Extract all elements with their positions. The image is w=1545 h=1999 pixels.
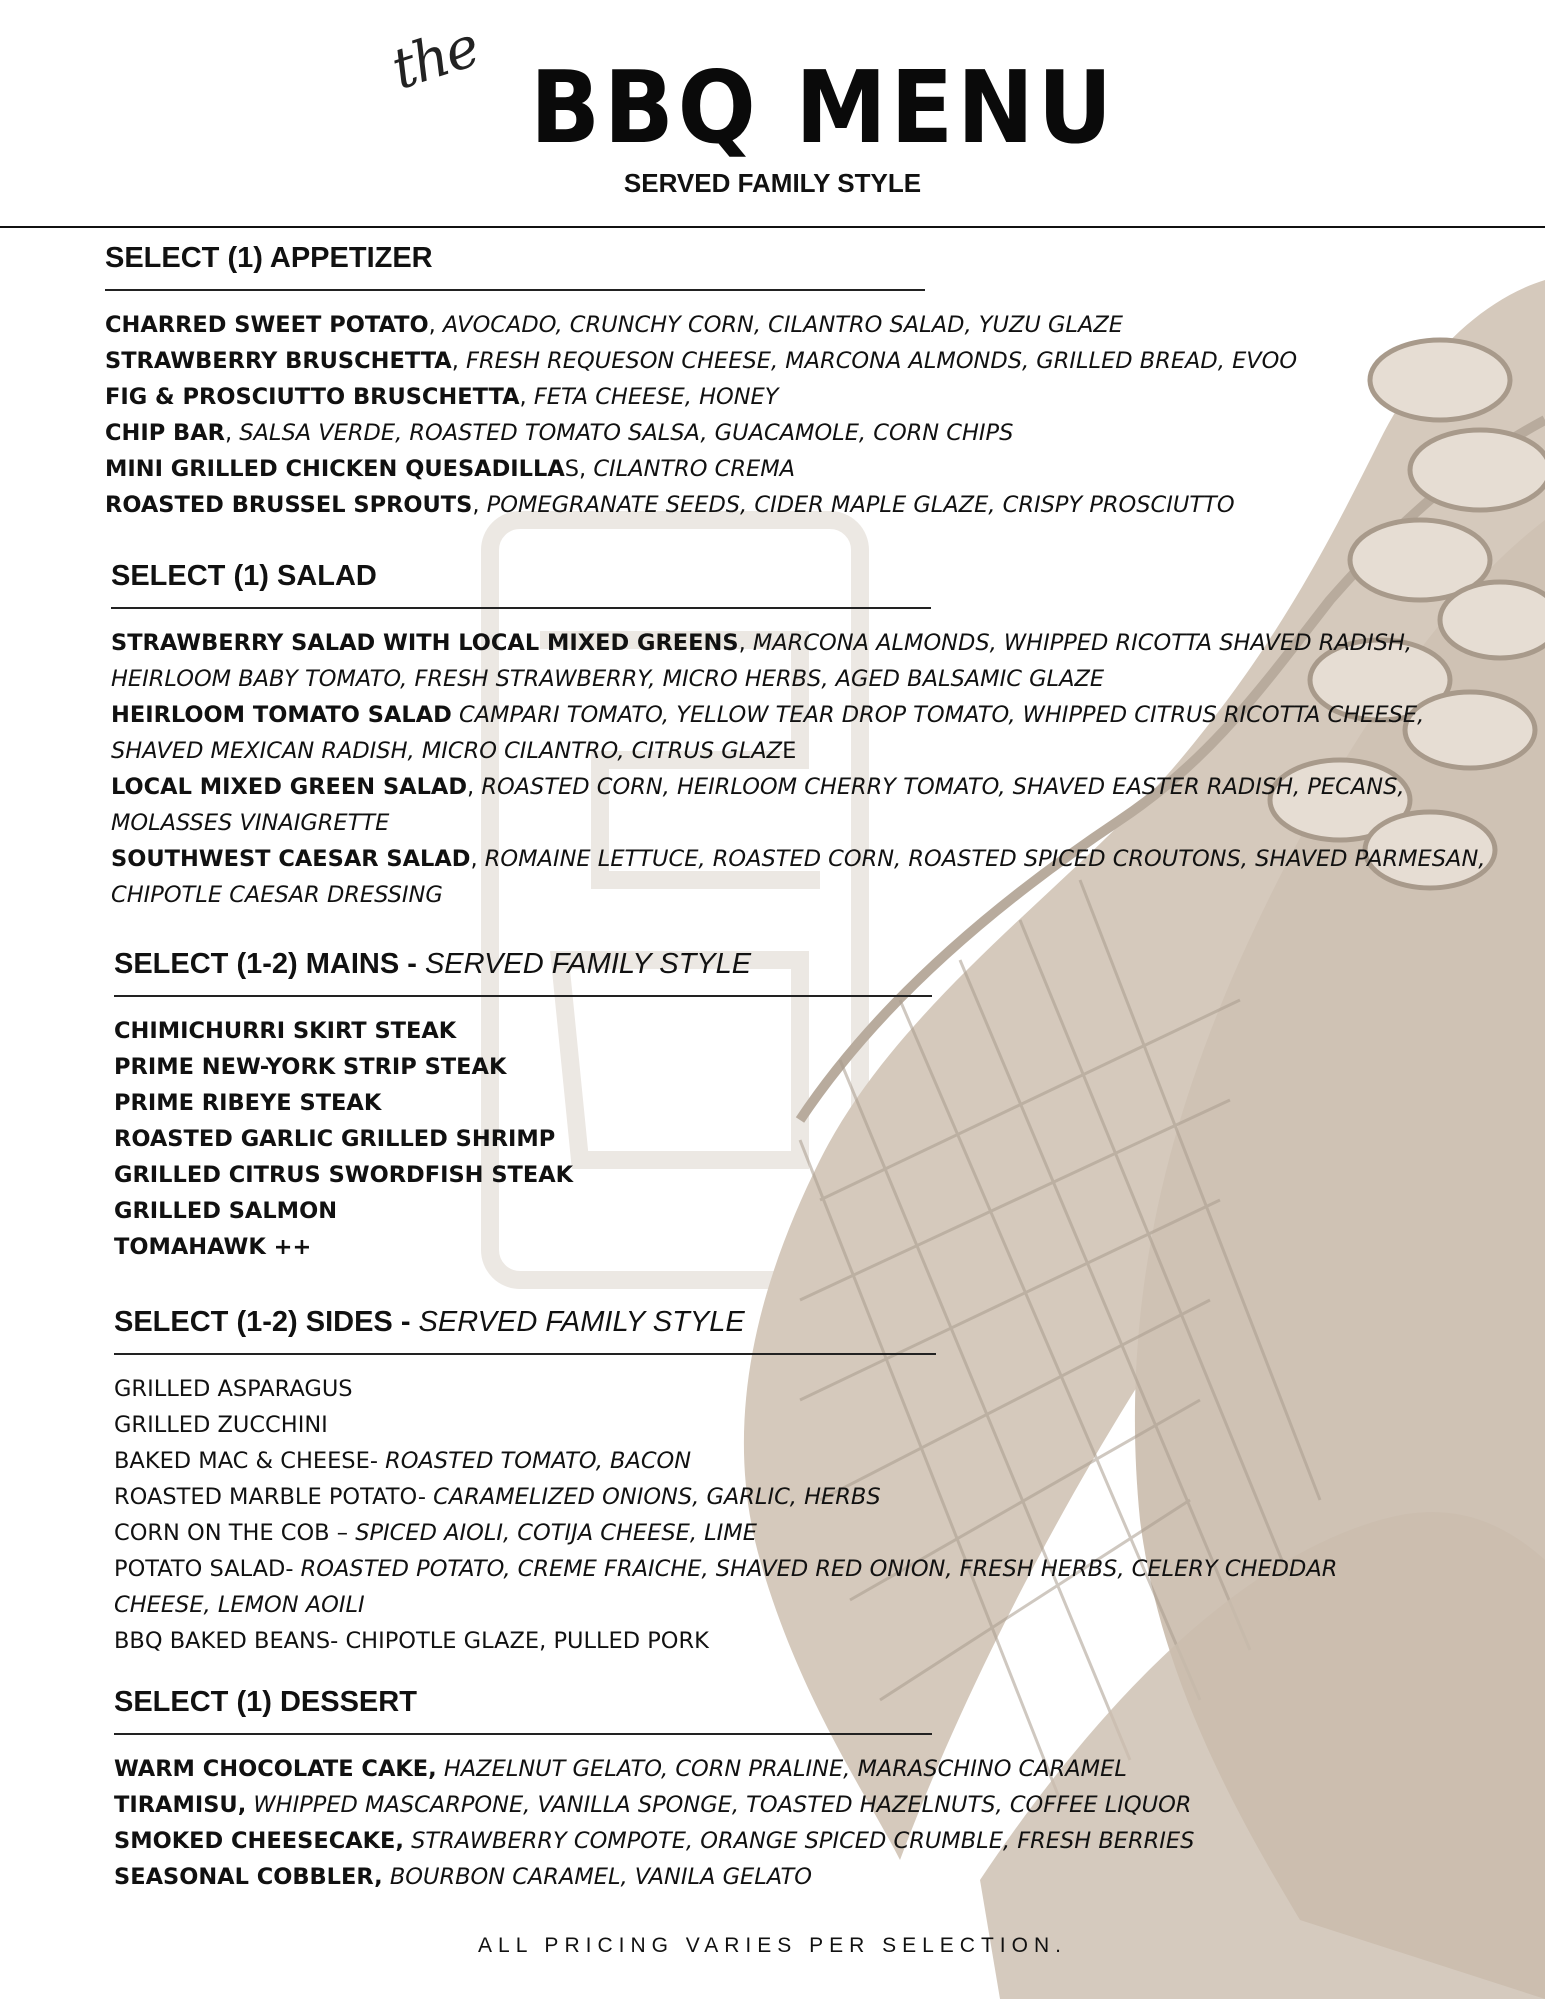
menu-item-description: ROMAINE LETTUCE, ROASTED CORN, ROASTED SPICED CROUTONS, SHAVED PARMESAN, CHIPOTLE CAESAR DRESSING	[111, 846, 1486, 908]
menu-item-name: CHIMICHURRI SKIRT STEAK	[114, 1018, 457, 1044]
menu-item	[105, 343, 1297, 379]
menu-item	[114, 1013, 932, 1049]
menu-item-description: CARAMELIZED ONIONS, GARLIC, HERBS	[433, 1484, 881, 1510]
menu-item-name: CORN ON THE COB	[114, 1520, 330, 1546]
menu-item-description: FETA CHEESE, HONEY	[533, 384, 779, 410]
menu-item-separator: ,	[519, 384, 534, 410]
salad-heading-text: SELECT (1) SALAD	[111, 560, 377, 592]
mains-heading	[114, 948, 932, 997]
menu-item-separator: ,	[738, 630, 753, 656]
menu-item-separator: ,	[470, 846, 485, 872]
menu-item-description: BOURBON CARAMEL, VANILA GELATO	[389, 1864, 812, 1890]
menu-item-description: ROASTED TOMATO, BACON	[385, 1448, 692, 1474]
menu-item-description: SPICED AIOLI, COTIJA CHEESE, LIME	[355, 1520, 757, 1546]
sides-heading-note: SERVED FAMILY STYLE	[418, 1306, 745, 1338]
menu-item-description: FRESH REQUESON CHEESE, MARCONA ALMONDS, GRILLED BREAD, EVOO	[466, 348, 1298, 374]
pricing-note: ALL PRICING VARIES PER SELECTION.	[478, 1934, 1067, 1957]
appetizer-list	[105, 307, 1297, 523]
menu-item	[111, 841, 1511, 913]
dessert-section	[114, 1686, 1194, 1895]
menu-item-name: TOMAHAWK ++	[114, 1234, 312, 1260]
menu-item-name: GRILLED ZUCCHINI	[114, 1412, 328, 1438]
menu-item	[114, 1407, 1414, 1443]
menu-item	[114, 1229, 932, 1265]
menu-item-name: PRIME NEW-YORK STRIP STEAK	[114, 1054, 507, 1080]
sides-section	[114, 1306, 1414, 1659]
menu-item-name: BAKED MAC & CHEESE	[114, 1448, 370, 1474]
salad-list	[111, 625, 1511, 913]
sides-heading-text: SELECT (1-2) SIDES -	[114, 1306, 419, 1338]
menu-item	[111, 697, 1511, 769]
menu-item	[114, 1049, 932, 1085]
menu-item-separator: ,	[224, 420, 240, 446]
menu-item-description: HAZELNUT GELATO, CORN PRALINE, MARASCHINO CARAMEL	[443, 1756, 1127, 1782]
menu-item-name: CHIP BAR	[105, 420, 225, 446]
sides-heading	[114, 1306, 936, 1355]
appetizer-heading-text: SELECT (1) APPETIZER	[105, 242, 433, 274]
header-divider	[0, 226, 1545, 228]
menu-item-name: ROASTED MARBLE POTATO	[114, 1484, 418, 1510]
menu-item-separator	[452, 702, 459, 728]
menu-item-name: SMOKED CHEESECAKE,	[114, 1828, 404, 1854]
menu-item-name: CHARRED SWEET POTATO	[105, 312, 429, 338]
dessert-heading	[114, 1686, 932, 1735]
menu-item	[114, 1193, 932, 1229]
menu-item-description: SALSA VERDE, ROASTED TOMATO SALSA, GUACAMOLE, CORN CHIPS	[239, 420, 1014, 446]
dessert-list	[114, 1751, 1194, 1895]
menu-item	[114, 1121, 932, 1157]
dessert-heading-text: SELECT (1) DESSERT	[114, 1686, 417, 1718]
menu-item	[114, 1623, 1414, 1659]
menu-item-description: WHIPPED MASCARPONE, VANILLA SPONGE, TOASTED HAZELNUTS, COFFEE LIQUOR	[253, 1792, 1192, 1818]
menu-item-description: AVOCADO, CRUNCHY CORN, CILANTRO SALAD, YUZU GLAZE	[442, 312, 1123, 338]
menu-item	[114, 1479, 1414, 1515]
menu-item-name: LOCAL MIXED GREEN SALAD	[111, 774, 467, 800]
menu-item-tail: E	[782, 738, 797, 764]
menu-item-name: TIRAMISU,	[114, 1792, 247, 1818]
menu-item-name: STRAWBERRY SALAD WITH LOCAL MIXED GREENS	[111, 630, 739, 656]
appetizer-heading	[105, 242, 925, 291]
menu-item-name: ROASTED GARLIC GRILLED SHRIMP	[114, 1126, 556, 1152]
menu-item-name: GRILLED ASPARAGUS	[114, 1376, 353, 1402]
menu-item-name: POTATO SALAD	[114, 1556, 286, 1582]
menu-item-separator: ,	[472, 492, 487, 518]
menu-item	[114, 1371, 1414, 1407]
mains-section	[114, 948, 932, 1265]
menu-item	[111, 769, 1511, 841]
menu-item-separator: ,	[451, 348, 467, 374]
menu-item	[114, 1859, 1194, 1895]
menu-item-separator: -	[285, 1556, 301, 1582]
menu-item-name: SEASONAL COBBLER,	[114, 1864, 383, 1890]
menu-subtitle: SERVED FAMILY STYLE	[623, 168, 922, 198]
menu-item	[114, 1787, 1194, 1823]
menu-item-name: HEIRLOOM TOMATO SALAD	[111, 702, 452, 728]
menu-item	[105, 451, 1297, 487]
menu-item-description: STRAWBERRY COMPOTE, ORANGE SPICED CRUMBLE, FRESH BERRIES	[411, 1828, 1195, 1854]
menu-item-name: FIG & PROSCIUTTO BRUSCHETTA	[105, 384, 520, 410]
menu-item-name: PRIME RIBEYE STEAK	[114, 1090, 382, 1116]
menu-item	[114, 1551, 1414, 1623]
menu-item-separator	[383, 1864, 390, 1890]
mains-heading-text: SELECT (1-2) MAINS -	[114, 948, 425, 980]
appetizer-section	[105, 242, 1297, 523]
menu-item-name: GRILLED SALMON	[114, 1198, 338, 1224]
menu-title: BBQ MENU	[530, 49, 1117, 166]
salad-section	[111, 560, 1511, 913]
menu-item-separator: -	[417, 1484, 434, 1510]
menu-item	[114, 1751, 1194, 1787]
menu-item-name: GRILLED CITRUS SWORDFISH STEAK	[114, 1162, 574, 1188]
menu-item	[114, 1085, 932, 1121]
mains-heading-note: SERVED FAMILY STYLE	[424, 948, 752, 980]
menu-item-separator	[437, 1756, 444, 1782]
menu-item-description: ROASTED CORN, HEIRLOOM CHERRY TOMATO, SHAVED EASTER RADISH, PECANS, MOLASSES VINAIGRETTE	[111, 774, 1405, 836]
menu-item-separator: S,	[564, 456, 594, 482]
menu-item-name: SOUTHWEST CAESAR SALAD	[111, 846, 471, 872]
menu-item-separator: ,	[428, 312, 443, 338]
menu-item	[105, 379, 1297, 415]
menu-item-description: POMEGRANATE SEEDS, CIDER MAPLE GLAZE, CRISPY PROSCIUTTO	[486, 492, 1235, 518]
menu-item-name: WARM CHOCOLATE CAKE,	[114, 1756, 437, 1782]
menu-item	[114, 1823, 1194, 1859]
menu-item-description: MARCONA ALMONDS, WHIPPED RICOTTA SHAVED RADISH, HEIRLOOM BABY TOMATO, FRESH STRAWBERRY, MICRO HERBS, AGED BALSAMIC GLAZE	[111, 630, 1413, 692]
menu-item-name: STRAWBERRY BRUSCHETTA	[105, 348, 452, 374]
menu-item-name: MINI GRILLED CHICKEN QUESADILLA	[105, 456, 565, 482]
menu-item	[105, 487, 1297, 523]
menu-item	[114, 1157, 932, 1193]
mains-list	[114, 1013, 932, 1265]
menu-item-name: BBQ BAKED BEANS- CHIPOTLE GLAZE, PULLED PORK	[114, 1628, 709, 1654]
menu-item-description: ROASTED POTATO, CREME FRAICHE, SHAVED RED ONION, FRESH HERBS, CELERY CHEDDAR CHEESE, LEMON AOILI	[114, 1556, 1338, 1618]
menu-item	[111, 625, 1511, 697]
menu-item-separator: -	[369, 1448, 386, 1474]
menu-item-description: CAMPARI TOMATO, YELLOW TEAR DROP TOMATO, WHIPPED CITRUS RICOTTA CHEESE, SHAVED MEXICAN RADISH, MICRO CILANTRO, CITRUS GLAZ	[111, 702, 1425, 764]
menu-item-separator: ,	[467, 774, 482, 800]
menu-item	[114, 1515, 1414, 1551]
menu-item	[105, 307, 1297, 343]
menu-item-description: CILANTRO CREMA	[593, 456, 796, 482]
menu-item-name: ROASTED BRUSSEL SPROUTS	[105, 492, 473, 518]
sides-list	[114, 1371, 1414, 1659]
menu-item	[105, 415, 1297, 451]
menu-item	[114, 1443, 1414, 1479]
salad-heading	[111, 560, 931, 609]
menu-item-separator: –	[329, 1520, 356, 1546]
script-the-word: the	[384, 14, 486, 103]
